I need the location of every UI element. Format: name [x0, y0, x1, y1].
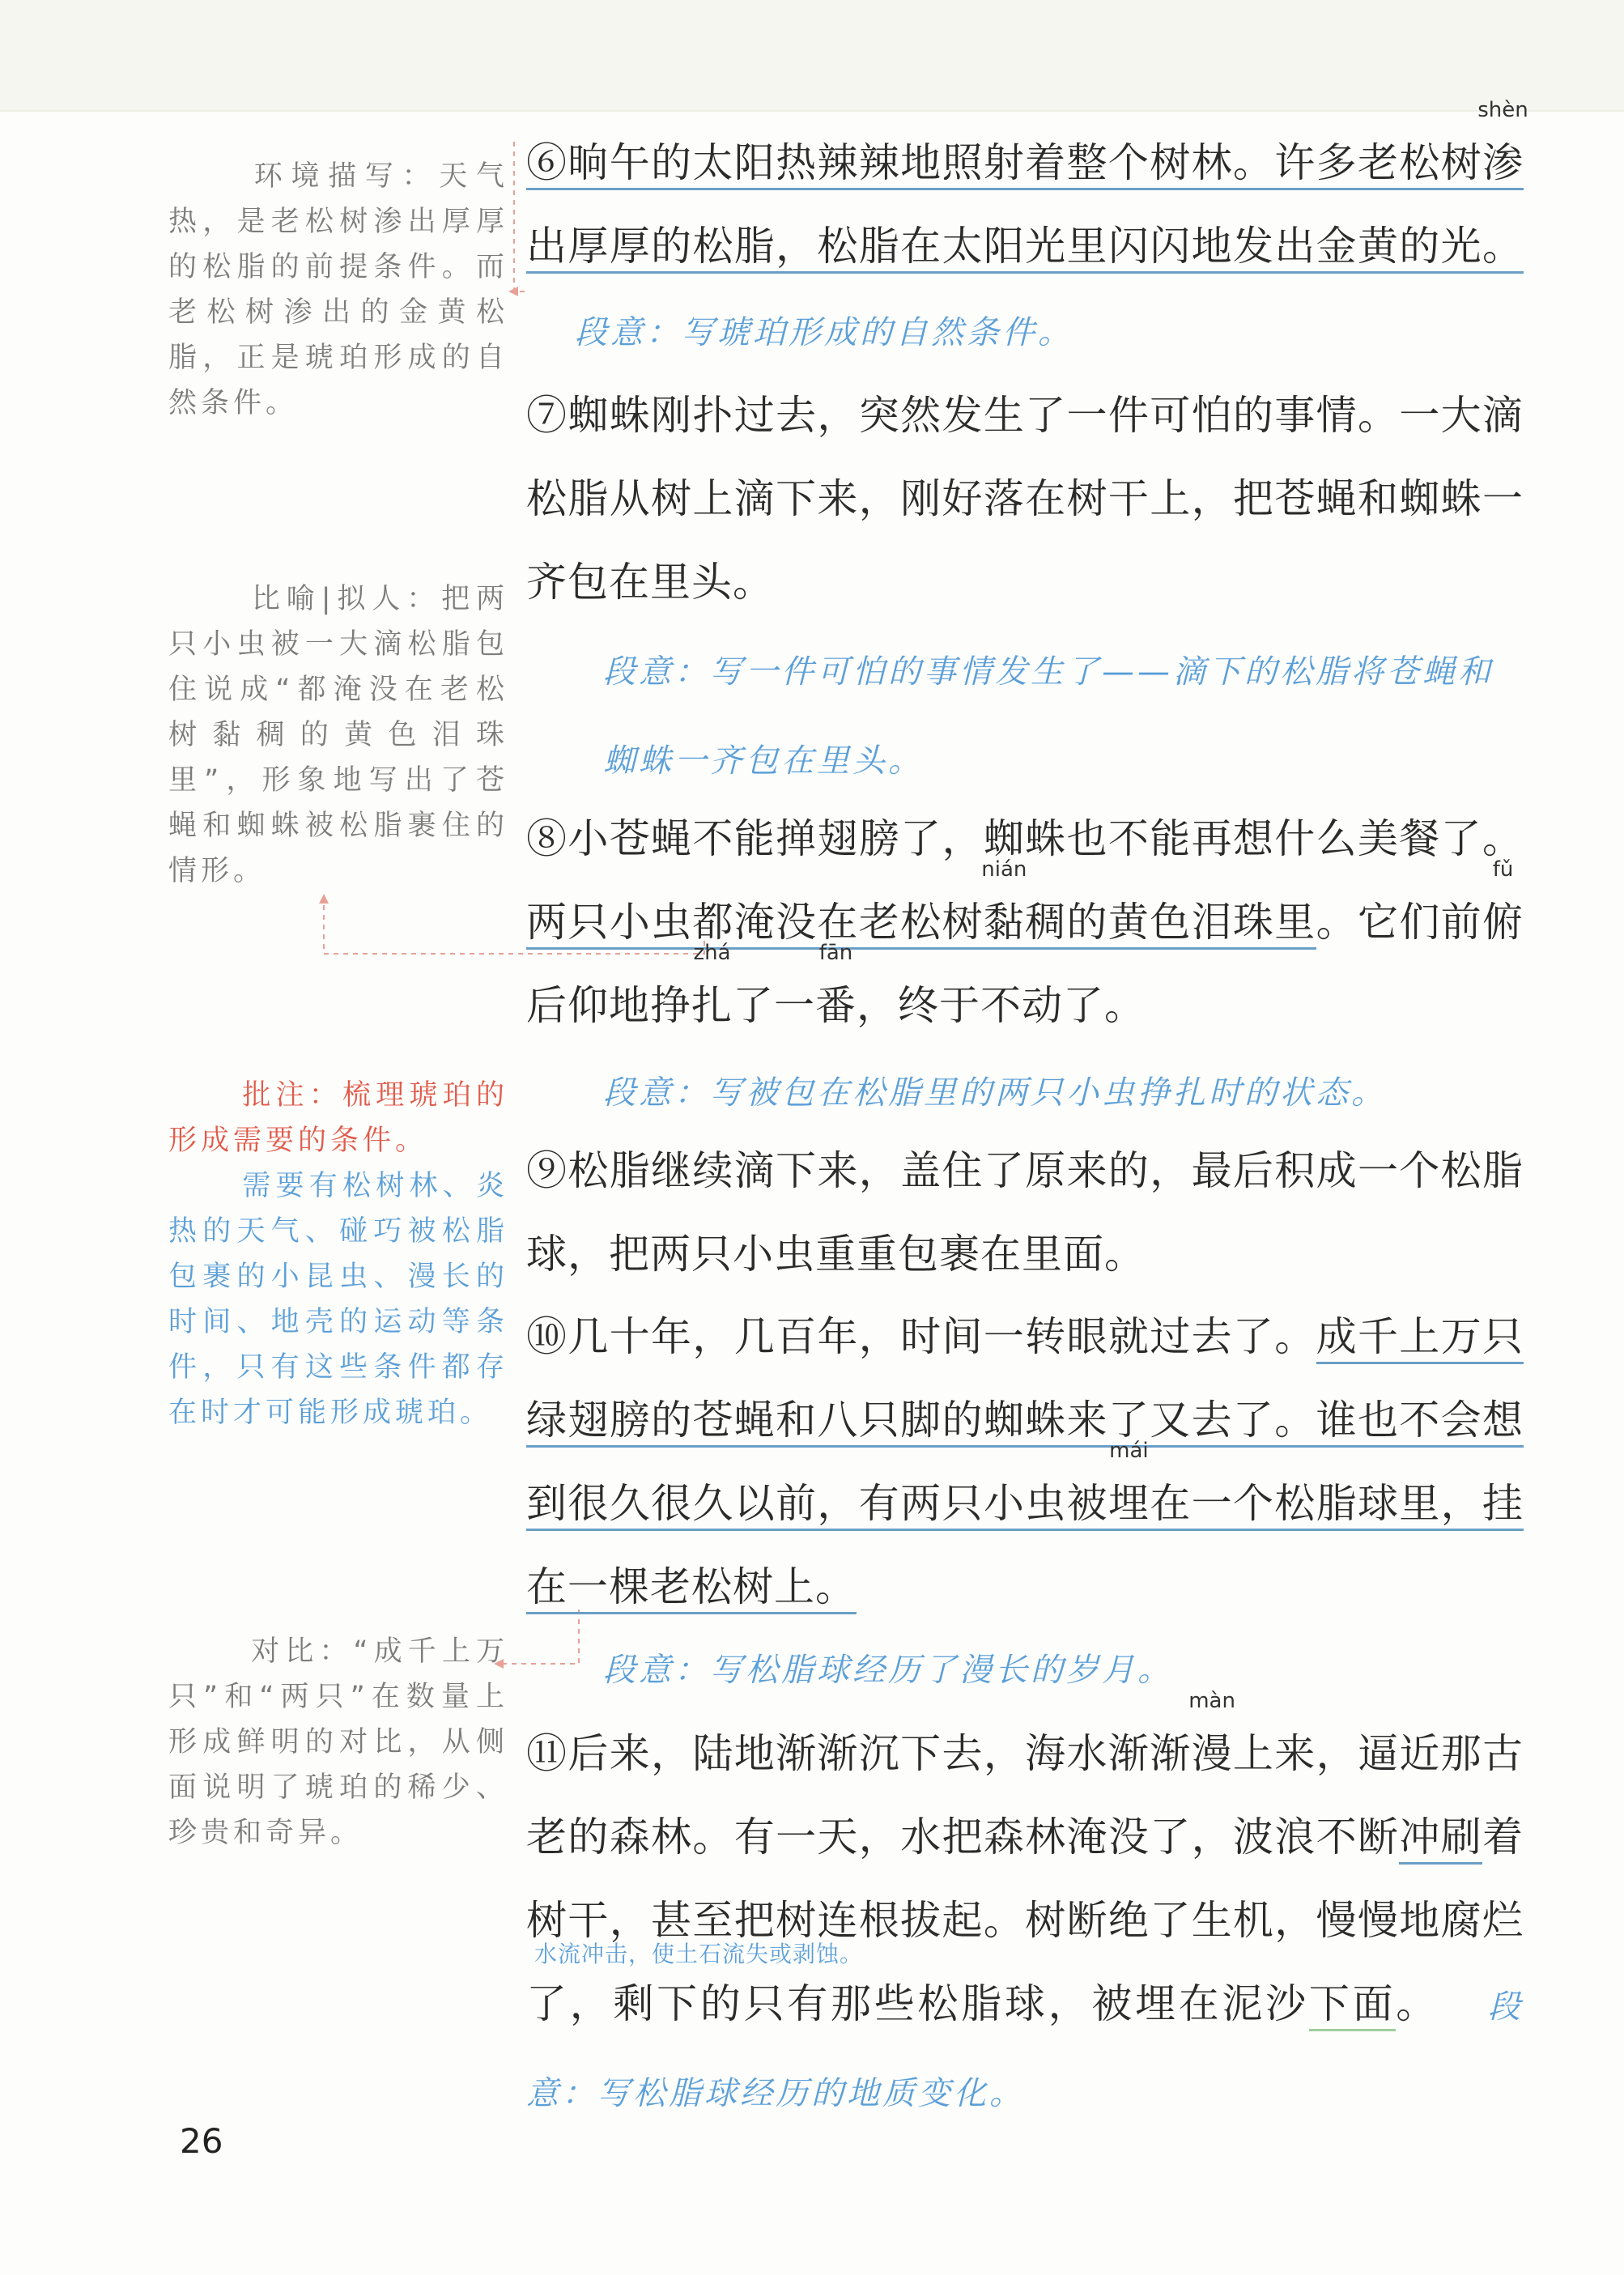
underlined-sentence: [526, 98, 1528, 274]
char: 漫: [1191, 1730, 1233, 1777]
margin-note-environment: [168, 154, 508, 426]
paragraph-11: [526, 1689, 1524, 2136]
p7-summary: 段意：写一件可怕的事情发生了——滴下的松脂将苍蝇和蜘蛛一齐包在里头。: [603, 653, 1494, 780]
pinyin-char-nian: [981, 857, 1027, 964]
pinyin-char-fan: [815, 941, 857, 1048]
p8-summary: 段意：写被包在松脂里的两只小虫挣扎时的状态。: [603, 1074, 1387, 1112]
p11-text-a: ⑪后来，陆地渐渐沉下去，海水渐渐: [526, 1730, 1192, 1777]
word-gloss: 水流冲击，使土石流失或剥蚀。: [534, 1941, 864, 1967]
char: 黏: [983, 899, 1025, 946]
p8-text-a: ⑧小苍蝇不能掸翅膀了，蜘蛛也不能再想什么美餐了。: [526, 815, 1524, 862]
p10-summary: 段意：写松脂球经历了漫长的岁月。: [603, 1652, 1173, 1689]
pinyin-label: fān: [818, 941, 853, 965]
margin-note-contrast: [168, 1629, 508, 1856]
margin-note-conditions: [168, 1073, 508, 1435]
char: 扎: [691, 982, 733, 1029]
pinyin-label: nián: [981, 857, 1027, 882]
char: 渗: [1482, 139, 1524, 186]
p6-text-c: 出厚厚的松脂，松脂在太阳光里闪闪地发出金黄的光。: [526, 223, 1524, 270]
pinyin-label: shèn: [1477, 98, 1528, 122]
p6-summary: 段意：写琥珀形成的自然条件。: [575, 314, 1073, 351]
p6-text-a: ⑥晌午的太阳热辣辣地照射着整个树林。许多老松树: [526, 139, 1482, 186]
note-text: 环境描写：天气热，是老松树渗出厚厚的松脂的前提条件。而老松树渗出的金黄松脂，正是琥珀形成的自然条件。: [168, 160, 508, 419]
note-text: 比喻|拟人：把两只小虫被一大滴松脂包住说成“都淹没在老松树黏稠的黄色泪珠里”，形象地写出了苍蝇和蜘蛛被松脂裹住的情形。: [168, 583, 508, 887]
p11-text-d: 上来，逼近那古老的森林。有一天，水把森林淹没了，波浪不断: [526, 1730, 1524, 1860]
pinyin-label: mái: [1109, 1439, 1149, 1463]
pinyin-label: zhá: [693, 941, 731, 965]
p8-text-b: 两只小虫都淹没在老松树: [526, 899, 984, 946]
pinyin-label: fǔ: [1492, 857, 1514, 882]
underlined-word: 冲刷: [1399, 1814, 1482, 1865]
underlined-sentence: [526, 857, 1316, 950]
p8-text-e: 。它们前: [1316, 899, 1483, 946]
paragraph-7: [526, 374, 1524, 624]
p8-text-f: 后仰地挣: [526, 982, 691, 1029]
pinyin-char-fu: [1482, 857, 1524, 964]
pinyin-char-man: [1188, 1689, 1235, 1796]
p9-text: ⑨松脂继续滴下来，盖住了原来的，最后积成一个松脂球，把两只小虫重重包裹在里面。: [526, 1147, 1524, 1278]
paragraph-9: [526, 1129, 1524, 1296]
p11-text-f: 着树干，甚至把树连根拔起。树断绝了生机，慢慢地腐烂了，剩下的只有那些松脂球，被埋在泥沙: [526, 1814, 1524, 2027]
char: 埋: [1107, 1480, 1150, 1527]
underlined-word: 下面: [1309, 1980, 1396, 2031]
p10-text-b: 成千上万只绿翅膀的苍蝇和八只脚的蜘蛛来了又去了。谁也不会想到很久很久以前，有两只小虫被: [526, 1313, 1524, 1527]
p10-text-d: 在一个松脂球里，挂在一棵老松树上。: [526, 1480, 1524, 1610]
paragraph-10: [526, 1295, 1524, 1629]
note-text: 需要有松树林、炎热的天气、碰巧被松脂包裹的小昆虫、漫长的时间、地壳的运动等条件，只有这些条件都存在时才可能形成琥珀。: [168, 1170, 508, 1429]
note-red-heading: [168, 1073, 508, 1163]
p7-text: ⑦蜘蛛刚扑过去，突然发生了一件可怕的事情。一大滴松脂从树上滴下来，刚好落在树干上，把苍蝇和蜘蛛一齐包在里头。: [526, 392, 1524, 606]
paragraph-8: [526, 797, 1524, 1048]
page-number: 26: [180, 2121, 223, 2161]
pinyin-label: màn: [1188, 1689, 1235, 1713]
note-text: 对比：“成千上万只”和“两只”在数量上形成鲜明的对比，从侧面说明了琥珀的稀少、珍贵和奇异。: [168, 1635, 508, 1849]
pinyin-char-mai: [1107, 1439, 1150, 1546]
margin-note-metaphor: [168, 576, 508, 894]
paragraph-6: [526, 98, 1528, 375]
p11-text-h: 。: [1396, 1980, 1440, 2027]
p8-text-d: 稠的黄色泪珠里: [1024, 899, 1316, 946]
p8-text-g: 了一: [733, 982, 815, 1029]
note-text: 批注：梳理琥珀的形成需要的条件。: [168, 1079, 508, 1157]
p8-text-h: ，终于不动了。: [857, 982, 1146, 1029]
p10-text-a: ⑩几十年，几百年，时间一转眼就过去了。: [526, 1313, 1316, 1360]
p11-summary: 段意：写松脂球经历的地质变化。: [526, 1988, 1524, 2112]
note-blue-body: [168, 1163, 508, 1435]
char: 俯: [1482, 899, 1524, 946]
pinyin-char-shen: [1477, 98, 1528, 205]
pinyin-char-zha: [691, 941, 733, 1048]
char: 番: [815, 982, 857, 1029]
